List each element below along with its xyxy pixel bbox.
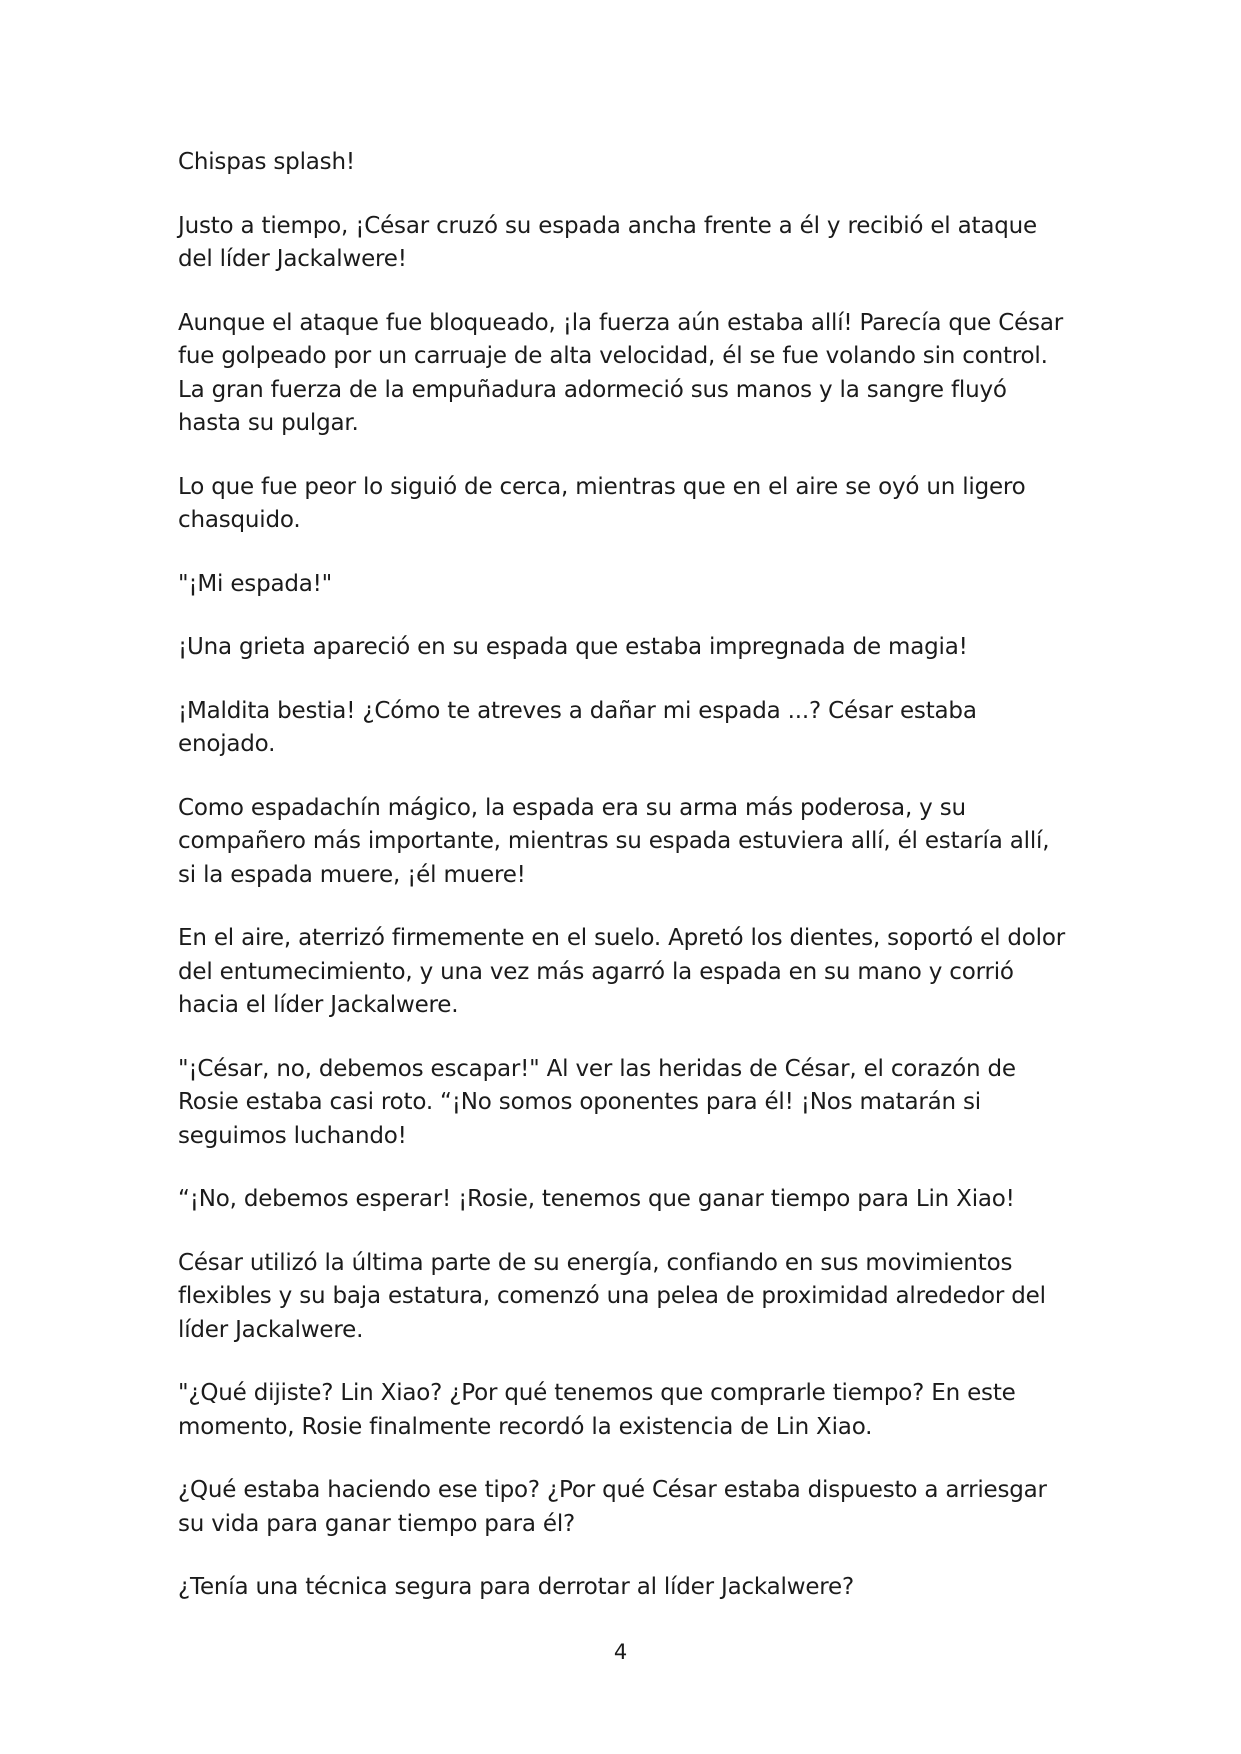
page-number: 4 — [613, 1640, 628, 1664]
paragraph-2: Justo a tiempo, ¡César cruzó su espada ancha frente a él y recibió el ataque del líder Jackalwere! — [178, 212, 1037, 272]
paragraph-14: ¿Qué estaba haciendo ese tipo? ¿Por qué César estaba dispuesto a arriesgar su vida para ganar tiempo para él? — [178, 1477, 1047, 1537]
paragraph-5: "¡Mi espada!" — [178, 570, 333, 597]
paragraph-4: Lo que fue peor lo siguió de cerca, mientras que en el aire se oyó un ligero chasquido. — [178, 473, 1026, 533]
paragraph-7: ¡Maldita bestia! ¿Cómo te atreves a dañar mi espada ...? César estaba enojado. — [178, 697, 977, 757]
paragraph-12: César utilizó la última parte de su energía, confiando en sus movimientos flexibles y su baja estatura, comenzó una pelea de proximidad alrededor del líder Jackalwere. — [178, 1249, 1046, 1343]
paragraph-1: Chispas splash! — [178, 149, 355, 175]
paragraph-15: ¿Tenía una técnica segura para derrotar al líder Jackalwere? — [178, 1574, 854, 1600]
paragraph-3: Aunque el ataque fue bloqueado, ¡la fuerza aún estaba allí! Parecía que César fue golpeado por un carruaje de alta velocidad, él se fue volando sin control. La gran fuerza de la empuñadura adormeció sus manos y la sangre fluyó hasta su pulgar. — [178, 309, 1063, 436]
paragraph-6: ¡Una grieta apareció en su espada que estaba impregnada de magia! — [178, 634, 968, 660]
paragraph-13: "¿Qué dijiste? Lin Xiao? ¿Por qué tenemos que comprarle tiempo? En este momento, Rosie finalmente recordó la existencia de Lin Xiao. — [178, 1380, 1016, 1440]
paragraph-9: En el aire, aterrizó firmemente en el suelo. Apretó los dientes, soportó el dolor del entumecimiento, y una vez más agarró la espada en su mano y corrió hacia el líder Jackalwere. — [178, 925, 1065, 1018]
paragraph-11: “¡No, debemos esperar! ¡Rosie, tenemos que ganar tiempo para Lin Xiao! — [178, 1186, 1015, 1212]
paragraph-10: "¡César, no, debemos escapar!" Al ver las heridas de César, el corazón de Rosie estaba casi roto. “¡No somos oponentes para él! ¡Nos matarán si seguimos luchando! — [178, 1055, 1016, 1149]
body-text — [178, 146, 1068, 1635]
paragraph-8: Como espadachín mágico, la espada era su arma más poderosa, y su compañero más importante, mientras su espada estuviera allí, él estaría allí, si la espada muere, ¡él muere! — [178, 794, 1050, 888]
